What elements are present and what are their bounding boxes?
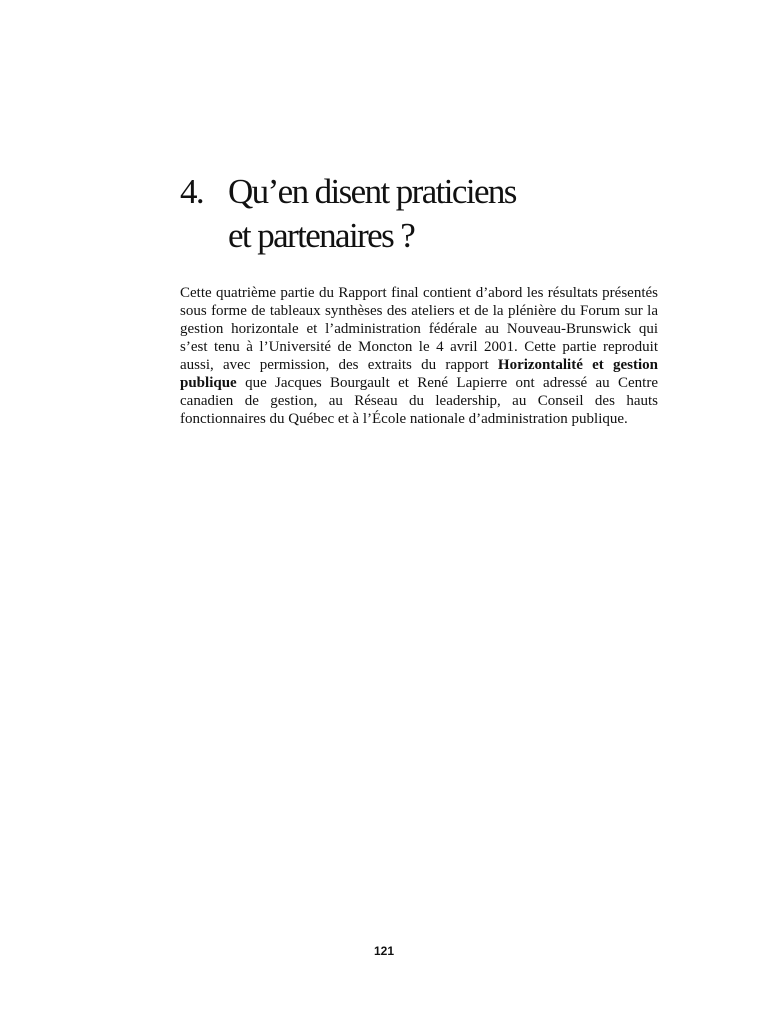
chapter-title-line-2: et partenaires ? [228,216,415,255]
chapter-heading-line-1 [180,170,660,214]
chapter-title-line-1: Qu’en disent praticiens [228,172,516,211]
page-number: 121 [373,944,395,958]
paragraph-text-after: que Jacques Bourgault et René Lapierre ont adressé au Centre canadien de gestion, au Réseau du leadership, au Conseil des hauts fonctionnaires du Québec et à l’École nationale d’administration publique. [180,375,659,427]
intro-paragraph [180,284,658,428]
report-title: Horizontalité et gestion publique [180,357,658,391]
chapter-heading [180,170,660,258]
paragraph-text-before: Cette quatrième partie du Rapport final contient d’abord les résultats présentés sous forme de tableaux synthèses des ateliers et de la plénière du Forum sur la gestion horizontale et l’administration fédérale au Nouveau-Brunswick qui s’est tenu à l’Université de Moncton le 4 avril 2001. Cette partie reproduit aussi, avec permission, des extraits du rapport [180,285,658,373]
chapter-number: 4. [180,172,204,211]
